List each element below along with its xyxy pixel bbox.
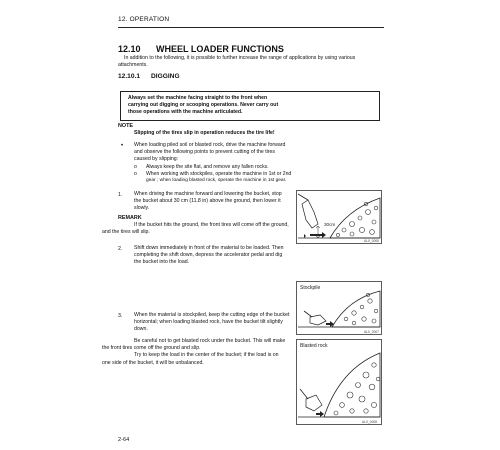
closing-line: Be careful not to get blasted rock under the bucket. This will make [134, 338, 286, 344]
note-label: NOTE [118, 123, 133, 129]
step-line: the bucket about 30 cm (11.8 in) above the ground, then lower it [134, 198, 281, 205]
step-text [134, 191, 302, 213]
fig2-label: Stockpile [300, 285, 321, 291]
page-number: 2-64 [118, 437, 130, 443]
step-line: When driving the machine forward and lowering the bucket, stop [134, 191, 282, 197]
closing-line: Try to keep the load in the center of the bucket; if the load is on [134, 352, 279, 359]
figure-blasted-rock [296, 339, 382, 425]
section-heading [118, 44, 284, 54]
remark-line: If the bucket hits the ground, the front tires will come off the ground, [134, 222, 289, 228]
sub-item-marker: o [134, 164, 137, 170]
closing-line: the front tires come off the ground and slip. [102, 345, 201, 352]
warning-box [120, 91, 380, 121]
fig1-dimension-label: 30cm [324, 222, 336, 227]
subsection-title: DIGGING [151, 73, 180, 80]
subsection-number: 12.10.1 [118, 73, 140, 80]
note-text: Slipping of the tires slip in operation reduces the tire life! [134, 130, 275, 136]
step-line: When the material is stockpiled, keep the cutting edge of the bucket [134, 312, 290, 318]
warning-line: Always set the machine facing straight to the front when [128, 95, 268, 101]
sub-item-text: Always keep the site flat, and remove any fallen rocks. [146, 164, 269, 170]
remark-text [102, 222, 302, 236]
fig3-label: Blasted rock [300, 343, 328, 349]
closing-paragraph [102, 338, 302, 367]
step-number: 3. [118, 313, 123, 319]
section-title: WHEEL LOADER FUNCTIONS [156, 44, 284, 54]
header-rule [118, 27, 384, 28]
bullet-line: and observe the following points to prevent cutting of the tires [134, 149, 276, 156]
figure-loader-approach [296, 190, 382, 244]
warning-line: carrying out digging or scooping operations. Never carry out [128, 102, 279, 108]
figure-stockpile [296, 281, 382, 335]
bullet-text [134, 142, 380, 164]
step-line: slowly. [134, 205, 150, 212]
remark-line: and the tires will slip. [102, 229, 150, 236]
closing-line: one side of the bucket, it will be unbalanced. [102, 359, 204, 366]
bullet-icon: • [121, 143, 124, 149]
step-number: 1. [118, 192, 123, 198]
section-number: 12.10 [118, 44, 141, 54]
fig3-code: ALX_0008 [362, 420, 377, 424]
step-line: horizontal; when loading blasted rock, have the bucket tilt slightly [134, 319, 283, 326]
intro-paragraph: In addition to the following, it is possible to further increase the range of applications by using various attachments. [118, 55, 356, 69]
sub-item-marker: o [134, 171, 137, 177]
sub-item-text: When working with stockpiles, operate the machine in 1st or 2nd [146, 171, 292, 177]
step-line: Shift down immediately in front of the material to be loaded. Then [134, 245, 284, 251]
step-number: 2. [118, 246, 123, 252]
running-header: 12. OPERATION [118, 16, 170, 23]
remark-label: REMARK [118, 215, 142, 221]
step-text [134, 245, 302, 267]
fig1-code: ALX_0006 [364, 239, 379, 244]
step-line: down. [134, 326, 148, 333]
warning-line: those operations with the machine articulated. [128, 109, 243, 115]
subsection-heading [118, 73, 180, 80]
fig2-code: ALX_0007 [364, 330, 379, 335]
step-line: completing the shift down, depress the accelerator pedal and dig [134, 252, 283, 259]
sub-item-text: gear ; when loading blasted rock, operate the machine in 1st gear. [146, 178, 287, 183]
bullet-line: caused by slipping: [134, 156, 179, 163]
step-line: the bucket into the load. [134, 259, 190, 266]
sub-item [134, 171, 384, 185]
step-text [134, 312, 302, 334]
bullet-line: When loading piled soil or blasted rock, drive the machine forward [134, 142, 286, 148]
